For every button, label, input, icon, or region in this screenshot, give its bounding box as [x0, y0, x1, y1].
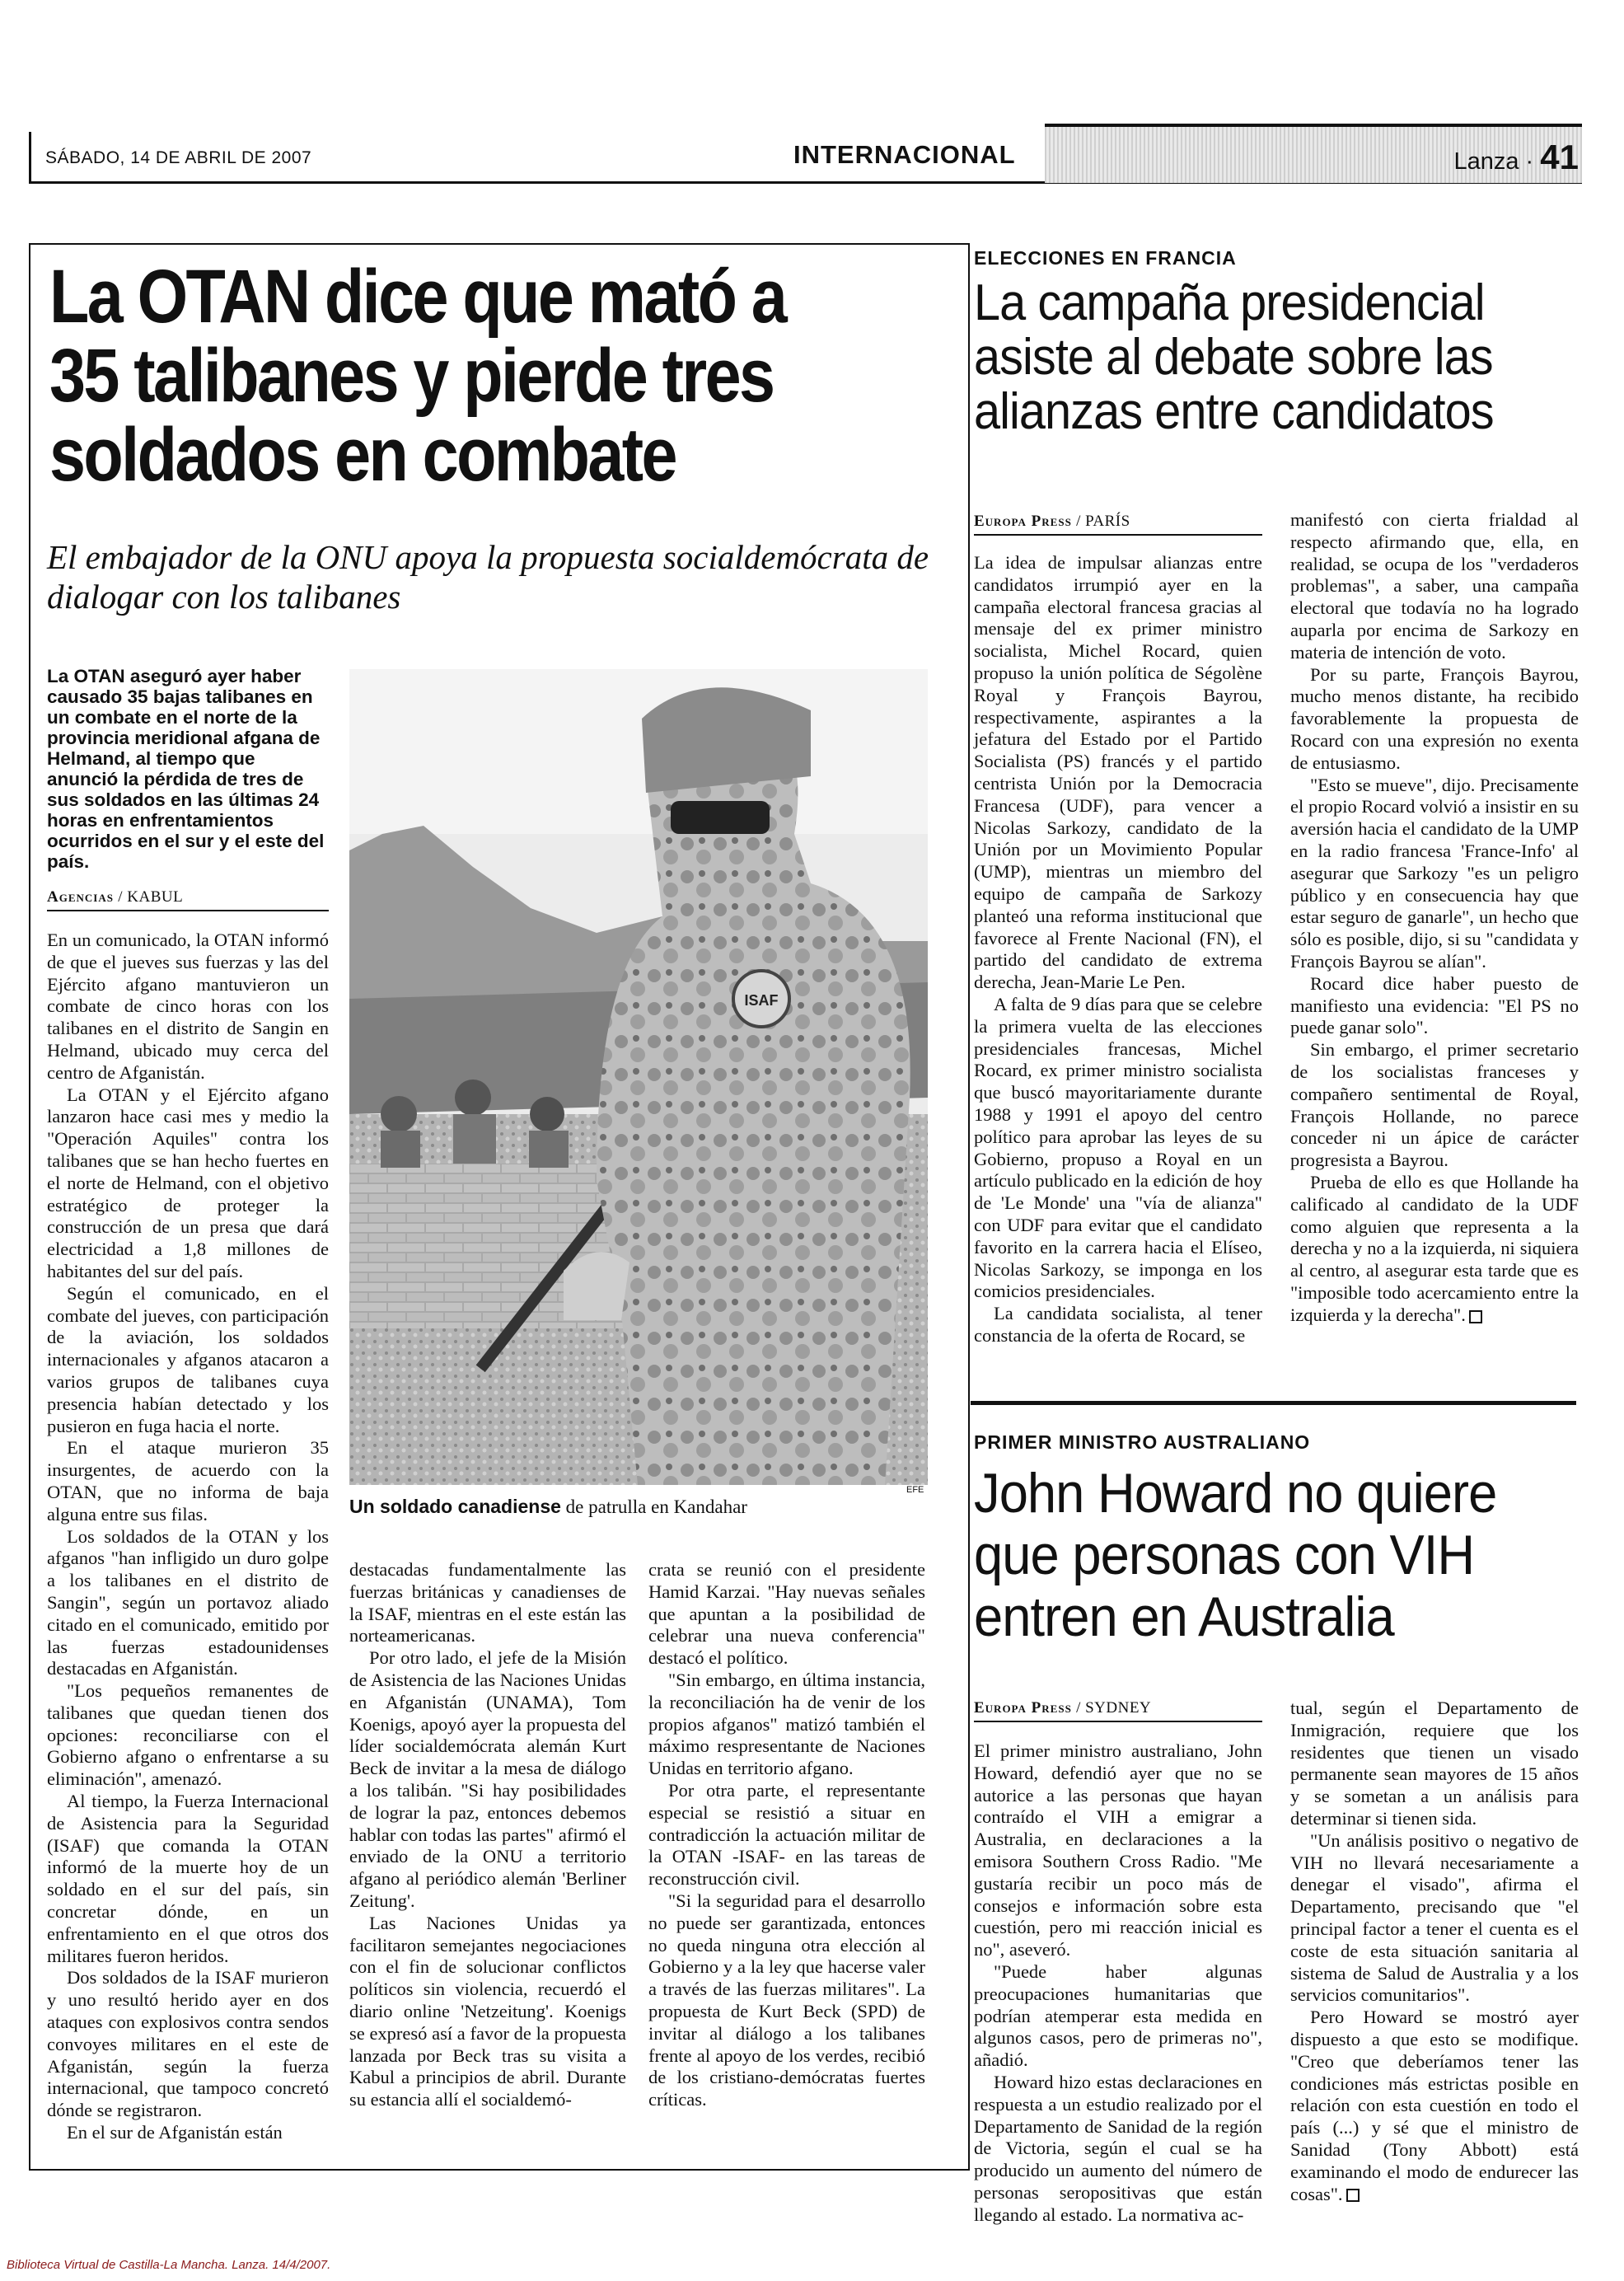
- france-col-2: [1290, 509, 1579, 1326]
- paragraph: Por su parte, François Bayrou, mucho menos distante, ha recibido favorablemente la propuesta de Rocard con una expresión no exenta de entusiasmo.: [1290, 663, 1579, 773]
- caption-rest: de patrulla en Kandahar: [560, 1496, 747, 1517]
- paragraph: Al tiempo, la Fuerza Internacional de Asistencia para la Seguridad (ISAF) que comanda la OTAN informó de la muerte hoy de un soldado en el sur del país, sin concretar dónde, en un enfrentamiento en el que otros dos militares fueron heridos.: [47, 1791, 329, 1966]
- australia-kicker: PRIMER MINISTRO AUSTRALIANO: [974, 1431, 1311, 1453]
- france-col-1: [974, 552, 1262, 1347]
- main-col-3: [648, 1559, 925, 2111]
- paragraph: Howard hizo estas declaraciones en respuesta a un estudio realizado por el Departamento de Sanidad de la región de Victoria, según el cual se ha producido un aumento del número de personas seropositivas que están llegando al estado. La normativa ac-: [974, 2071, 1262, 2225]
- header-date: SÁBADO, 14 DE ABRIL DE 2007: [45, 148, 312, 167]
- paragraph: "Un análisis positivo o negativo de VIH no llevará necesariamente a denegar el visado", afirma el Departamento, precisando que "el principal factor a tener el cuenta es el coste de esta situación sanitaria al sistema de Salud de Australia y a los servicios comunitarios".: [1290, 1829, 1579, 2006]
- paragraph: manifestó con cierta frialdad al respecto afirmando que, ella, en realidad, se ocupa de los "verdaderos problemas", a saber, una campaña electoral que todavía no ha logrado auparla por encima de Sarkozy en materia de intención de voto.: [1290, 509, 1579, 663]
- main-headline: La OTAN dice que mató a 35 talibanes y pierde tres soldados en combate: [49, 255, 786, 497]
- paragraph: A falta de 9 días para que se celebre la primera vuelta de las elecciones presidenciales francesas, Michel Rocard, ex primer ministro socialista que buscó mayoritariamente durante 1988 y 1991 el apoyo del centro político para aprobar las leyes de su Gobierno, propuso a Royal en un artículo publicado en la edición de hoy de 'Le Monde' una "vía de alianza" con UDF para evitar que el candidato favorito en la carrera hacia el Elíseo, Nicolas Sarkozy, se imponga en los comicios presidenciales.: [974, 993, 1262, 1302]
- france-kicker: ELECCIONES EN FRANCIA: [974, 247, 1237, 269]
- paragraph: En el sur de Afganistán están: [67, 2122, 283, 2143]
- paragraph: "Puede haber algunas preocupaciones humanitarias que podrían atemperar esta medida en algunos casos, pero de primeras no", añadió.: [974, 1960, 1262, 2071]
- main-col-1: [47, 930, 329, 2144]
- isaf-patch-text: ISAF: [744, 992, 779, 1009]
- paragraph: crata se reunió con el presidente Hamid Karzai. "Hay nuevas señales que apuntan a la posibilidad de celebrar una nueva conferencia" destacó el político.: [648, 1559, 925, 1669]
- paragraph: Por otro lado, el jefe de la Misión de Asistencia de las Naciones Unidas en Afganistán (UNAMA), Tom Koenigs, apoyó ayer la propuesta del líder socialdemócrata alemán Kurt Beck de invitar a la mesa de diálogo a los talibán. "Si hay posibilidades de lograr la paz, entonces debemos hablar con todas las partes" afirmó el enviado de la ONU a territorio afgano al periódico alemán 'Berliner Zeitung'.: [349, 1647, 626, 1911]
- paper-name: Lanza: [1453, 148, 1519, 175]
- byline-agency: Europa Press: [974, 1699, 1072, 1717]
- page-number: 41: [1540, 138, 1579, 176]
- paragraph: "Los pequeños remanentes de talibanes que quedan tienen dos opciones: reconciliarse con el Gobierno afgano o enfrentarse a su eliminación", amenazó.: [47, 1680, 329, 1790]
- paragraph: [1290, 2007, 1579, 2205]
- main-subheadline: El embajador de la ONU apoya la propuesta socialdemócrata de dialogar con los talibanes: [47, 538, 929, 616]
- byline-agency: Europa Press: [974, 513, 1072, 530]
- australia-byline: Europa Press / SYDNEY: [974, 1699, 1262, 1722]
- paragraph: La OTAN y el Ejército afgano lanzaron hace casi mes y medio la "Operación Aquiles" contra los talibanes que se han hecho fuertes en el norte de Helmand, con el objetivo estratégico de proteger la construcción de un presa que dará electricidad a 1,8 millones de habitantes del sur del país.: [47, 1084, 329, 1281]
- paragraph: destacadas fundamentalmente las fuerzas británicas y canadienses de la ISAF, mientras en el este están las norteamericanas.: [349, 1559, 626, 1646]
- paragraph: La candidata socialista, al tener constancia de la oferta de Rocard, se: [974, 1303, 1262, 1346]
- main-col-2: [349, 1559, 626, 2111]
- section-divider: [971, 1401, 1576, 1405]
- france-headline: La campaña presidencial asiste al debate sobre las alianzas entre candidatos: [974, 274, 1494, 440]
- section-name: INTERNACIONAL: [793, 140, 1016, 169]
- page-label: Lanza · 41: [1453, 138, 1579, 176]
- byline-agency: Agencias: [47, 888, 114, 906]
- photo-caption: [349, 1496, 926, 1518]
- header-left-bar: [29, 132, 31, 183]
- paragraph-text: Prueba de ello es que Hollande ha calificado al candidato de la UDF como alguien que representa a la derecha y no a la izquierda, ni siquiera al centro, al asegurar esta tarde que es "imposible todo acercamiento entre la izquierda y la derecha".: [1290, 1171, 1579, 1325]
- france-byline: Europa Press / PARÍS: [974, 513, 1262, 536]
- paragraph: [1290, 1172, 1579, 1327]
- paragraph: Las Naciones Unidas ya facilitaron semejantes negociaciones con el fin de solucionar conflictos políticos sin violencia, recuerdó el diario online 'Netzeitung'. Koenigs se expresó así a favor de la propuesta lanzada por Beck tras su visita a Kabul a principios de abril. Durante su estancia allí el socialdemó-: [349, 1912, 626, 2110]
- paragraph: En el ataque murieron 35 insurgentes, de acuerdo con la OTAN, que no informa de baja alguna entre sus filas.: [47, 1437, 329, 1525]
- byline-place: KABUL: [127, 888, 184, 906]
- paragraph: "Esto se mueve", dijo. Precisamente el propio Rocard volvió a insistir en su aversión hacia el candidato de la UMP en la radio francesa 'France-Info' al asegurar que Sarkozy "es un peligro público y en consecuencia hay que estar seguro de ganarle", un hecho que sólo es posible, dijo, si su "candidata y François Bayrou se alían".: [1290, 774, 1579, 972]
- paragraph: En un comunicado, la OTAN informó de que el jueves sus fuerzas y las del Ejército afgano mantuvieron un combate de cinco horas con los talibanes en el distrito de Sangin en Helmand, ubicado muy cerca del centro de Afganistán.: [47, 930, 329, 1083]
- archive-footer: Biblioteca Virtual de Castilla-La Mancha. Lanza. 14/4/2007.: [7, 2258, 331, 2272]
- australia-col-1: [974, 1740, 1262, 2227]
- paragraph: Sin embargo, el primer secretario de los socialistas franceses y compañero sentimental de Royal, François Hollande, no parece conceder ni un ápice de carácter progresista a Bayrou.: [1290, 1039, 1579, 1171]
- paragraph: La idea de impulsar alianzas entre candidatos irrumpió ayer en la campaña electoral francesa gracias al mensaje del ex primer ministro socialista, Michel Rocard, quien propuso la unión política de Ségolène Royal y François Bayrou, respectivamente, aspirantes a la jefatura del Estado por el Partido Socialista (PS) francés y el partido centrista Unión por la Democracia Francesa (UDF), para vencer a Nicolas Sarkozy, candidato de la Unión por un Movimiento Popular (UMP), mientras un miembro del equipo de campaña de Sarkozy planteó una reforma institucional que favorece al Frente Nacional (FN), el partido del candidato de extrema derecha, Jean-Marie Le Pen.: [974, 552, 1262, 993]
- photo-credit: EFE: [906, 1485, 924, 1495]
- paragraph: Según el comunicado, en el combate del jueves, con participación de la aviación, los soldados internacionales y afganos atacaron a varios grupos de talibanes cuya presencia habían detectado y los pusieron en fuga hacia el norte.: [47, 1282, 329, 1436]
- byline-place: SYDNEY: [1085, 1699, 1152, 1717]
- end-of-article-icon: [1346, 2189, 1360, 2202]
- soldier-photo: [349, 669, 928, 1485]
- australia-headline: John Howard no quiere que personas con VIH entren en Australia: [974, 1462, 1497, 1648]
- paragraph: Los soldados de la OTAN y los afganos "han infligido un duro golpe a los talibanes en el distrito de Sangin", según un portavoz aliado citado en el comunicado, emitido por las fuerzas estadounidenses destacadas en Afganistán.: [47, 1525, 329, 1679]
- byline-place: PARÍS: [1085, 513, 1130, 530]
- australia-col-2: [1290, 1698, 1579, 2205]
- paragraph: "Sin embargo, en última instancia, la reconciliación ha de venir de los propios afganos" matizó también el máximo respresentante de Naciones Unidas en territorio afgano.: [648, 1669, 925, 1779]
- paragraph: Por otra parte, el representante especial se resistió a situar en contradicción la actuación militar de la OTAN -ISAF- en las tareas de reconstrucción civil.: [648, 1779, 925, 1890]
- paragraph-text: Pero Howard se mostró ayer dispuesto a que esto se modifique. "Creo que deberíamos tener las condiciones más estrictas posible en relación con esta cuestión en todo el país (...) y sé que el ministro de Sanidad (Tony Abbott) está examinando el modo de endurecer las cosas".: [1290, 2007, 1579, 2204]
- caption-bold: Un soldado canadiense: [349, 1496, 561, 1517]
- main-byline: Agencias / KABUL: [47, 888, 329, 911]
- end-of-article-icon: [1469, 1310, 1482, 1323]
- paragraph: El primer ministro australiano, John Howard, defendió ayer que no se autorice a las personas que hayan contraído el VIH a emigrar a Australia, en declaraciones a la emisora Southern Cross Radio. "Me gustaría recibir un poco más de consejos e información sobre esta cuestión, pero mi reacción inicial es no", aseveró.: [974, 1740, 1262, 1960]
- paragraph: "Si la seguridad para el desarrollo no puede ser garantizada, entonces no queda ninguna otra elección al Gobierno y a la ley que hacerse valer a través de las fuerzas militares". La propuesta de Kurt Beck (SPD) de invitar al diálogo a los talibanes frente al apoyo de los verdes, recibió de los cristiano-demócratas fuertes críticas.: [648, 1890, 925, 2110]
- paragraph: Rocard dice haber puesto de manifiesto una evidencia: "El PS no puede ganar solo".: [1290, 972, 1579, 1038]
- paragraph: Dos soldados de la ISAF murieron y uno resultó herido ayer en dos ataques con explosivos contra sendos convoyes militares en el este de Afganistán, según la fuerza internacional, que tampoco concretó dónde se registraron.: [47, 1967, 329, 2121]
- paragraph: tual, según el Departamento de Inmigración, requiere que los residentes que tienen un visado permanente sean mayores de 15 años y se sometan a un análisis para determinar si tienen sida.: [1290, 1698, 1579, 1829]
- main-lead: La OTAN aseguró ayer haber causado 35 bajas talibanes en un combate en el norte de la provincia meridional afgana de Helmand, al tiempo que anunció la pérdida de tres de sus soldados en las últimas 24 horas en enfrentamientos ocurridos en el sur y el este del país.: [47, 666, 325, 872]
